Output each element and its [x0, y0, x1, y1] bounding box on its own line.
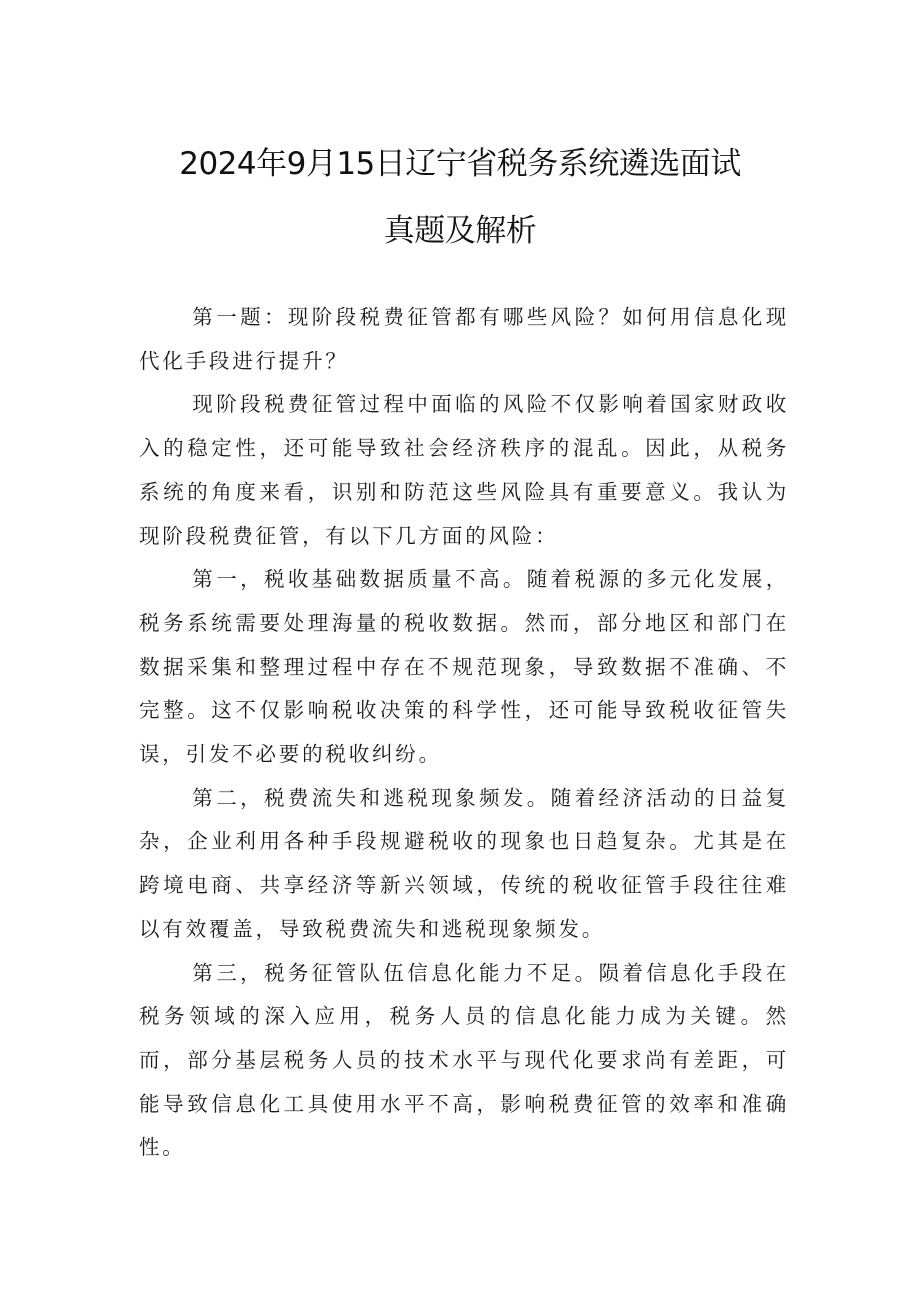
- document-title-line-2: 真题及解析: [383, 213, 537, 249]
- paragraph-intro: 现阶段税费征管过程中面临的风险不仅影响着国家财政收入的稳定性，还可能导致社会经济秩序的混乱。因此，从税务系统的角度来看，识别和防范这些风险具有重要意义。我认为现阶段税费征管，有以下几方面的风险：: [139, 392, 789, 548]
- paragraph-risk-1: 第一，税收基础数据质量不高。随着税源的多元化发展，税务系统需要处理海量的税收数据。然而，部分地区和部门在数据采集和整理过程中存在不规范现象，导致数据不准确、不完整。这不仅影响税收决策的科学性，还可能导致税收征管失误，引发不必要的税收纠纷。: [139, 567, 789, 767]
- document-body: [139, 296, 789, 1170]
- document-title-line-1: 2024年9月15日辽宁省税务系统遴选面试: [179, 146, 741, 182]
- paragraph-question: 第一题：现阶段税费征管都有哪些风险？如何用信息化现代化手段进行提升？: [139, 305, 789, 373]
- paragraph-risk-3: 第三，税务征管队伍信息化能力不足。陨着信息化手段在税务领域的深入应用，税务人员的信息化能力成为关键。然而，部分基层税务人员的技术水平与现代化要求尚有差距，可能导致信息化工具使用水平不高，影响税费征管的效率和准确性。: [139, 960, 789, 1160]
- paragraph-risk-2: 第二，税费流失和逃税现象频发。随着经济活动的日益复杂，企业利用各种手段规避税收的现象也日趋复杂。尤其是在跨境电商、共享经济等新兴领域，传统的税收征管手段往往难以有效覆盖，导致税费流失和逃税现象频发。: [139, 785, 789, 941]
